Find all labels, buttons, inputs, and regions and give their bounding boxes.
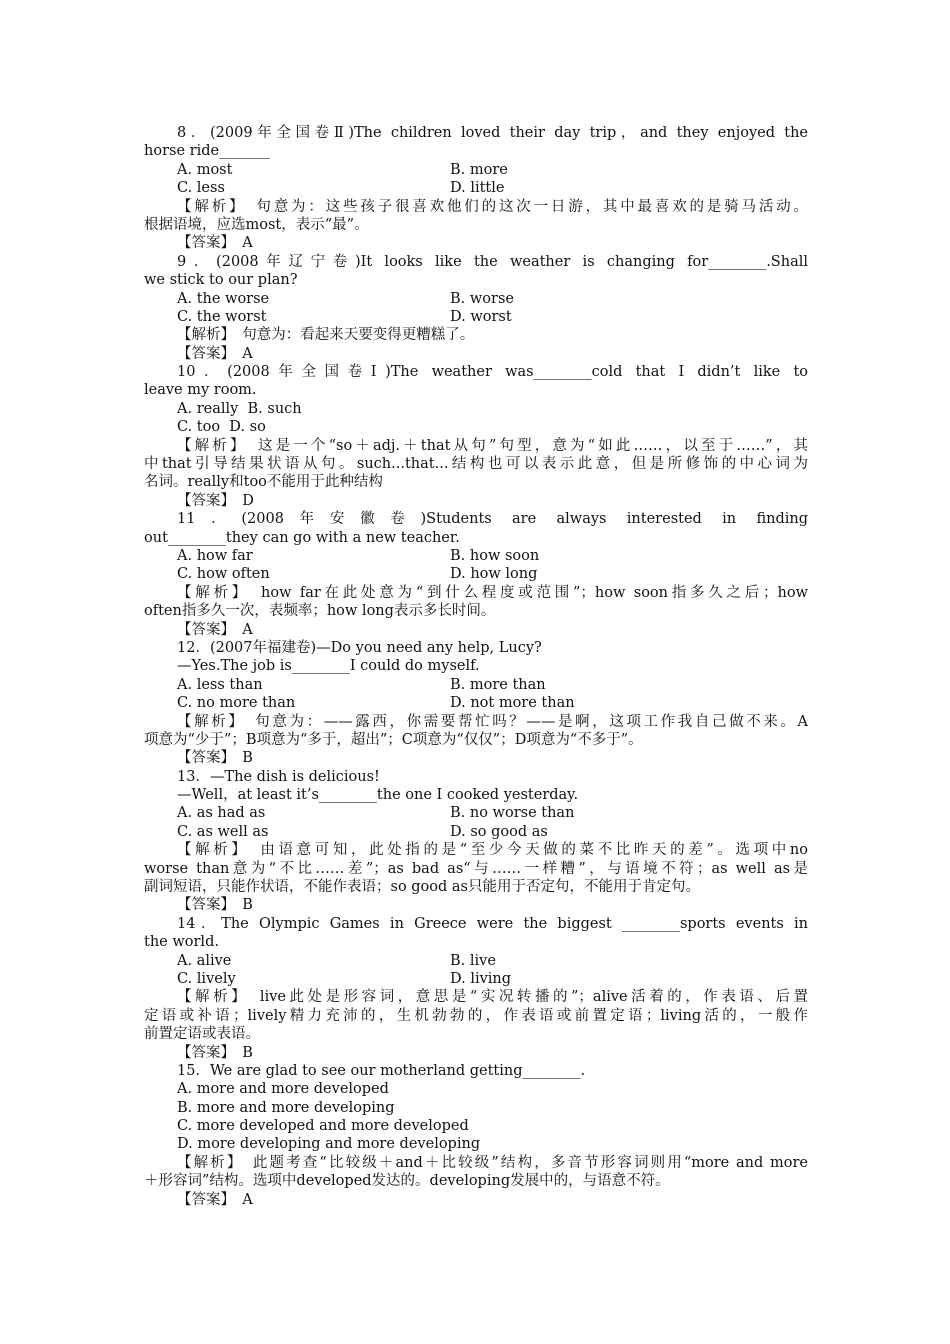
text-line: 【解析】 此题考查“比较级＋and＋比较级”结构，多音节形容词则用“more and more	[177, 1154, 808, 1171]
text-line: 8．(2009年全国卷Ⅱ)The children loved their day trip，and they enjoyed the	[177, 125, 808, 141]
text-line: 【解析】 由语意可知，此处指的是“至少今天做的菜不比昨天的差”。选项中no	[177, 842, 808, 859]
text-line: worse than意为“不比……差”；as bad as“与……一样糟”，与语境不符；as well as是	[144, 860, 808, 877]
text-line: 名词。really和too不能用于此种结构	[144, 474, 383, 491]
option-right: D. not more than	[450, 695, 575, 712]
text-line: horse ride_______	[144, 143, 270, 160]
text-line: 12．(2007年福建卷)—Do you need any help, Lucy?	[177, 639, 542, 656]
option-right: B. worse	[450, 290, 514, 307]
option-right: D. little	[450, 180, 505, 197]
text-line: 9．(2008年辽宁卷)It looks like the weather is changing for________.Shall	[177, 253, 808, 270]
text-line: 【解析】 live此处是形容词，意思是“实况转播的”；alive活着的，作表语、后置	[177, 989, 808, 1006]
text-line: 【答案】 B	[177, 897, 253, 914]
option-row	[144, 161, 808, 179]
text-line: 【答案】 A	[177, 621, 253, 638]
text-line: 定语或补语；lively精力充沛的，生机勃勃的，作表语或前置定语；living活的，一般作	[144, 1007, 808, 1024]
option-right: D. so good as	[450, 823, 548, 840]
text-line: C. more developed and more developed	[177, 1118, 469, 1135]
option-row	[144, 179, 808, 197]
text-line: 中that引导结果状语从句。such...that...结构也可以表示此意，但是所修饰的中心词为	[144, 456, 808, 473]
option-left: A. less than	[177, 676, 263, 693]
option-right: D. how long	[450, 566, 538, 583]
text-line: 11．(2008年安徽卷)Students are always interested in finding	[177, 511, 808, 528]
option-left: C. how often	[177, 566, 270, 583]
option-right: D. living	[450, 970, 512, 987]
option-left: C. lively	[177, 970, 236, 987]
option-left: C. no more than	[177, 695, 296, 712]
option-left: C. less	[177, 180, 225, 197]
text-line: leave my room.	[144, 382, 257, 399]
option-row	[144, 804, 808, 822]
option-right: B. more than	[450, 676, 546, 693]
text-line: 【解析】 句意为：这些孩子很喜欢他们的这次一日游，其中最喜欢的是骑马活动。	[177, 198, 808, 215]
text-line: out________they can go with a new teacher.	[144, 529, 460, 546]
text-line: A. really B. such	[177, 400, 302, 417]
text-line: 【答案】 A	[177, 235, 253, 252]
text-line: 【答案】 A	[177, 345, 253, 362]
text-line: C. too D. so	[177, 419, 266, 436]
text-line: 【解析】 how far在此处意为“到什么程度或范围”；how soon指多久之后；how	[177, 584, 808, 601]
option-left: C. as well as	[177, 823, 269, 840]
text-line: D. more developing and more developing	[177, 1136, 481, 1153]
option-row	[144, 676, 808, 694]
option-right: B. no worse than	[450, 805, 575, 822]
text-line: 【答案】 B	[177, 1044, 253, 1061]
text-line: 【答案】 B	[177, 750, 253, 767]
option-left: A. as had as	[177, 805, 266, 822]
text-line: —Well，at least it’s________the one I cooked yesterday.	[177, 787, 579, 804]
text-line: 【解析】 句意为：看起来天要变得更糟糕了。	[177, 327, 475, 344]
option-row	[144, 823, 808, 841]
text-line: often指多久一次，表频率；how long表示多长时间。	[144, 603, 496, 620]
text-line: 【解析】 句意为：——露西，你需要帮忙吗？——是啊，这项工作我自己做不来。A	[177, 713, 808, 730]
text-line: ＋形容词”结构。选项中developed发达的。developing发展中的，与语意不符。	[144, 1173, 670, 1190]
text-line: B. more and more developing	[177, 1099, 395, 1116]
text-line: 副词短语，只能作状语，不能作表语；so good as只能用于否定句，不能用于肯定句。	[144, 879, 700, 896]
option-row	[144, 290, 808, 308]
option-right: B. how soon	[450, 547, 540, 564]
option-row	[144, 694, 808, 712]
option-left: A. alive	[177, 952, 232, 969]
option-row	[144, 547, 808, 565]
text-line: 13．—The dish is delicious!	[177, 768, 380, 785]
option-row	[144, 565, 808, 583]
text-line: 14．The Olympic Games in Greece were the biggest ________sports events in	[177, 915, 808, 932]
option-left: A. most	[177, 161, 233, 178]
text-line: 【解析】 这是一个“so＋adj.＋that从句”句型，意为“如此……，以至于……”，其	[177, 437, 808, 454]
option-right: B. live	[450, 952, 496, 969]
option-row	[144, 970, 808, 988]
text-line: 【答案】 D	[177, 492, 254, 509]
text-line: 根据语境，应选most，表示“最”。	[144, 216, 369, 233]
text-line: 项意为“少于”；B项意为“多于，超出”；C项意为“仅仅”；D项意为“不多于”。	[144, 731, 643, 748]
option-row	[144, 308, 808, 326]
option-left: C. the worst	[177, 308, 267, 325]
text-line: the world.	[144, 934, 219, 951]
text-line: we stick to our plan?	[144, 272, 298, 289]
option-right: B. more	[450, 161, 508, 178]
option-left: A. the worse	[177, 290, 270, 307]
option-right: D. worst	[450, 308, 512, 325]
option-row	[144, 952, 808, 970]
text-line: 【答案】 A	[177, 1191, 253, 1208]
text-line: 10．(2008年全国卷Ⅰ)The weather was________cold that I didn’t like to	[177, 364, 808, 381]
text-line: A. more and more developed	[177, 1081, 389, 1098]
option-left: A. how far	[177, 547, 253, 564]
text-line: —Yes.The job is________I could do myself.	[177, 658, 480, 675]
text-line: 15．We are glad to see our motherland getting________.	[177, 1062, 586, 1079]
text-line: 前置定语或表语。	[144, 1026, 260, 1043]
document-body	[144, 124, 808, 1209]
